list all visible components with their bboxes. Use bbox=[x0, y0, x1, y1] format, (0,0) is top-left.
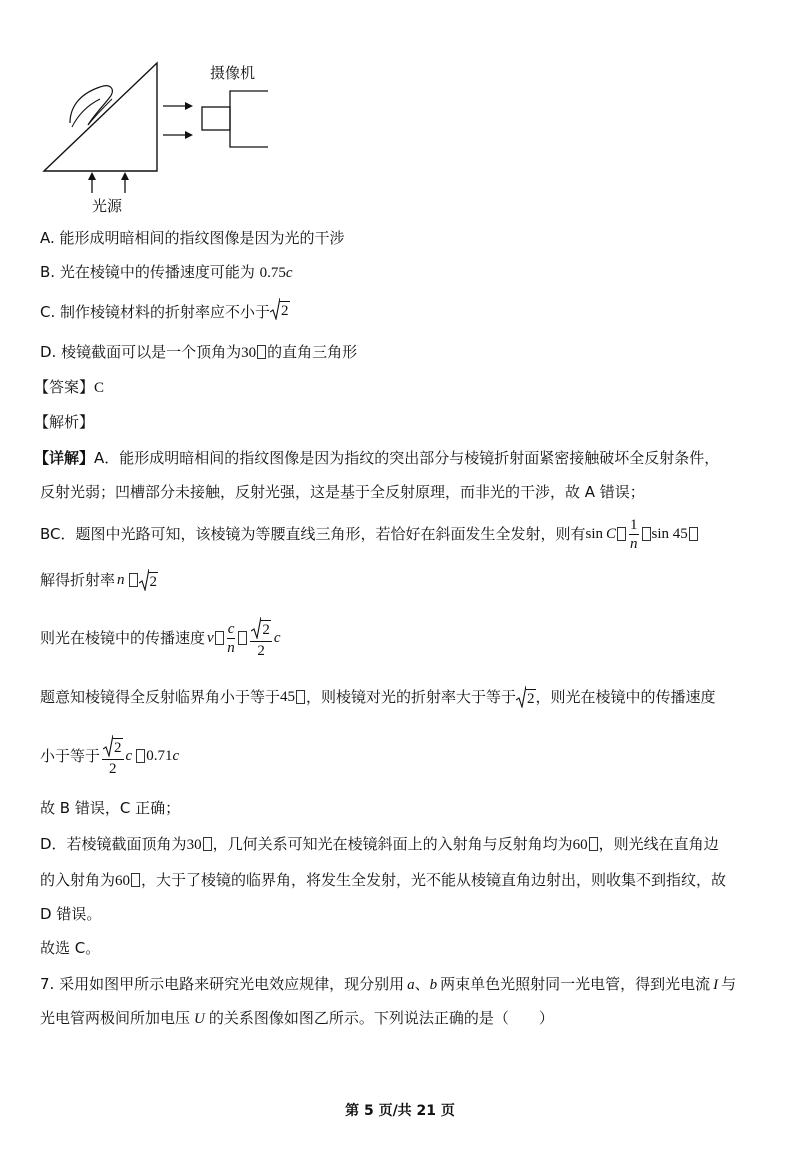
camera-lens bbox=[202, 107, 230, 130]
camera-body bbox=[230, 91, 268, 147]
option-a: A. 能形成明暗相间的指纹图像是因为光的干涉 bbox=[40, 229, 345, 247]
question-7-line-2: 光电管两极间所加电压 U 的关系图像如图乙所示。下列说法正确的是（ ） bbox=[40, 1009, 554, 1027]
light-source-label: 光源 bbox=[92, 197, 123, 215]
detail-le-line: 小于等于 $\frac{2}{2}$ c 0.71 c bbox=[40, 730, 179, 782]
detail-solve-line: 解得折射率 n 2 bbox=[40, 571, 158, 590]
conclusion-bc: 故 B 错误，C 正确； bbox=[40, 799, 181, 817]
detail-d-line-2: 的入射角为60 ，大于了棱镜的临界角，将发生全发射，光不能从棱镜直角边射出，则收集不到指纹，故 bbox=[40, 871, 727, 889]
sqrt-symbol: 2 bbox=[270, 298, 290, 320]
analysis-label: 【解析】 bbox=[34, 413, 95, 431]
option-b: B. 光在棱镜中的传播速度可能为 0.75c bbox=[40, 263, 293, 281]
camera-label: 摄像机 bbox=[210, 64, 256, 82]
detail-critical-line: 题意知棱镜得全反射临界角小于等于 45 ，则棱镜对光的折射率大于等于 2 ，则光在棱镜中的传播速度 bbox=[40, 688, 716, 707]
option-c: C. 制作棱镜材料的折射率应不小于 2 bbox=[40, 298, 290, 322]
detail-d-line-1: D．若棱镜截面顶角为30 ，几何关系可知光在棱镜斜面上的入射角与反射角均为60 ，则光线在直角边 bbox=[40, 835, 719, 853]
detail-d-line-3: D 错误。 bbox=[40, 905, 102, 923]
page-footer: 第 5 页/共 21 页 bbox=[345, 1103, 455, 1119]
final-answer: 故选 C。 bbox=[40, 939, 101, 957]
detail-speed-line: 则光在棱镜中的传播速度 v $\frac{c}{n}$ $\frac{2}{2}$ c bbox=[40, 612, 281, 664]
detail-bc-line: BC．题图中光路可知，该棱镜为等腰直线三角形，若恰好在斜面发生全发射，则有 sin C $\frac{1}{n}$ sin 45 bbox=[40, 512, 699, 556]
question-7-line-1: 7. 采用如图甲所示电路来研究光电效应规律，现分别用 a、b 两束单色光照射同一光电管，得到光电流 I 与 bbox=[40, 975, 737, 993]
detail-line-1: 【详解】A．能形成明暗相间的指纹图像是因为指纹的突出部分与棱镜折射面紧密接触破坏全反射条件， bbox=[34, 449, 720, 467]
option-d: D. 棱镜截面可以是一个顶角为30 的直角三角形 bbox=[40, 343, 358, 361]
answer-line: 【答案】C bbox=[34, 378, 105, 396]
prism-triangle bbox=[44, 63, 157, 171]
detail-line-2: 反射光弱；凹槽部分未接触，反射光强，这是基于全反射原理，而非光的干涉，故 A 错误； bbox=[40, 483, 645, 501]
